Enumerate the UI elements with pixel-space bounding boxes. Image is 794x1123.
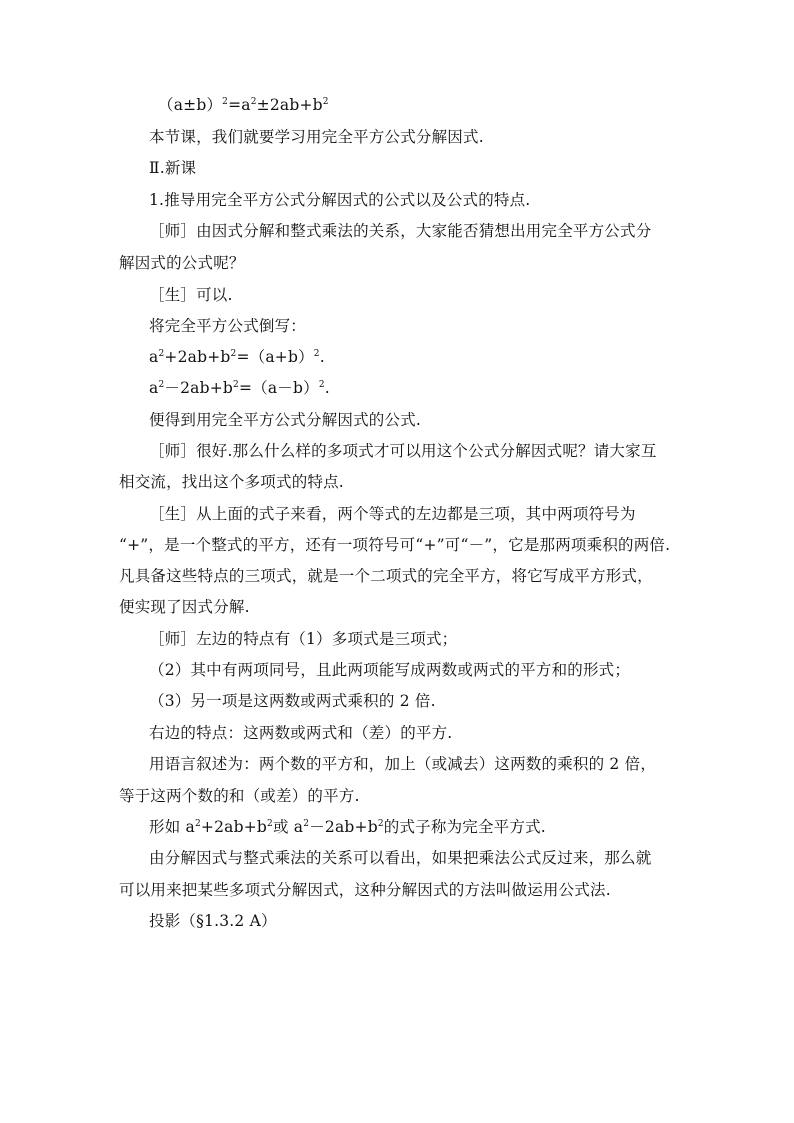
paragraph-line: 1.推导用完全平方公式分解因式的公式以及公式的特点.	[149, 191, 531, 209]
paragraph-line: 本节课，我们就要学习用完全平方公式分解因式.	[149, 128, 484, 146]
formula-line: $a^2+2ab+b^2=(a+b)^2$.	[149, 348, 325, 366]
paragraph-line: ［生］从上面的式子来看，两个等式的左边都是三项，其中两项符号为	[149, 505, 636, 523]
formula-line: $(a\pm b)^2=a^2\pm 2ab+b^2$	[158, 96, 329, 114]
paragraph-line: 等于这两个数的和（或差）的平方.	[119, 787, 360, 805]
paragraph-line: 解因式的公式呢？	[119, 254, 245, 272]
paragraph-line: 相交流，找出这个多项式的特点.	[119, 473, 344, 491]
paragraph-line: 可以用来把某些多项式分解因式，这种分解因式的方法叫做运用公式法.	[119, 881, 611, 899]
paragraph-line: （3）另一项是这两数或两式乘积的 2 倍.	[149, 692, 436, 710]
paragraph-line: ［生］可以.	[149, 286, 233, 304]
section-heading: Ⅱ.新课	[149, 159, 197, 177]
paragraph-line: （2）其中有两项同号，且此两项能写成两数或两式的平方和的形式；	[149, 661, 631, 679]
paragraph-line: 右边的特点：这两数或两式和（差）的平方.	[149, 724, 453, 742]
paragraph-line: “+”，是一个整式的平方，还有一项符号可“+”可“－”，它是那两项乘积的两倍.	[119, 536, 671, 554]
paragraph-line: ［师］左边的特点有（1）多项式是三项式；	[149, 630, 458, 648]
paragraph-line: 由分解因式与整式乘法的关系可以看出，如果把乘法公式反过来，那么就	[149, 849, 652, 867]
formula-line: $a^2-2ab+b^2=(a-b)^2$.	[149, 379, 330, 397]
paragraph-line: 便得到用完全平方公式分解因式的公式.	[149, 411, 422, 429]
paragraph-line: ［师］很好.那么什么样的多项式才可以用这个公式分解因式呢？请大家互	[149, 442, 657, 460]
paragraph-line: 投影（§1.3.2 A）	[149, 912, 277, 930]
formula-line: 形如 $a^2+2ab+b^2$或 $a^2-2ab+b^2$的式子称为完全平方式.	[149, 818, 546, 836]
paragraph-line: 凡具备这些特点的三项式，就是一个二项式的完全平方，将它写成平方形式，	[119, 567, 653, 585]
paragraph-line: 便实现了因式分解.	[119, 598, 250, 616]
paragraph-line: 将完全平方公式倒写：	[149, 317, 307, 335]
paragraph-line: 用语言叙述为：两个数的平方和，加上（或减去）这两数的乘积的 2 倍，	[149, 755, 657, 773]
paragraph-line: ［师］由因式分解和整式乘法的关系，大家能否猜想出用完全平方公式分	[149, 222, 652, 240]
